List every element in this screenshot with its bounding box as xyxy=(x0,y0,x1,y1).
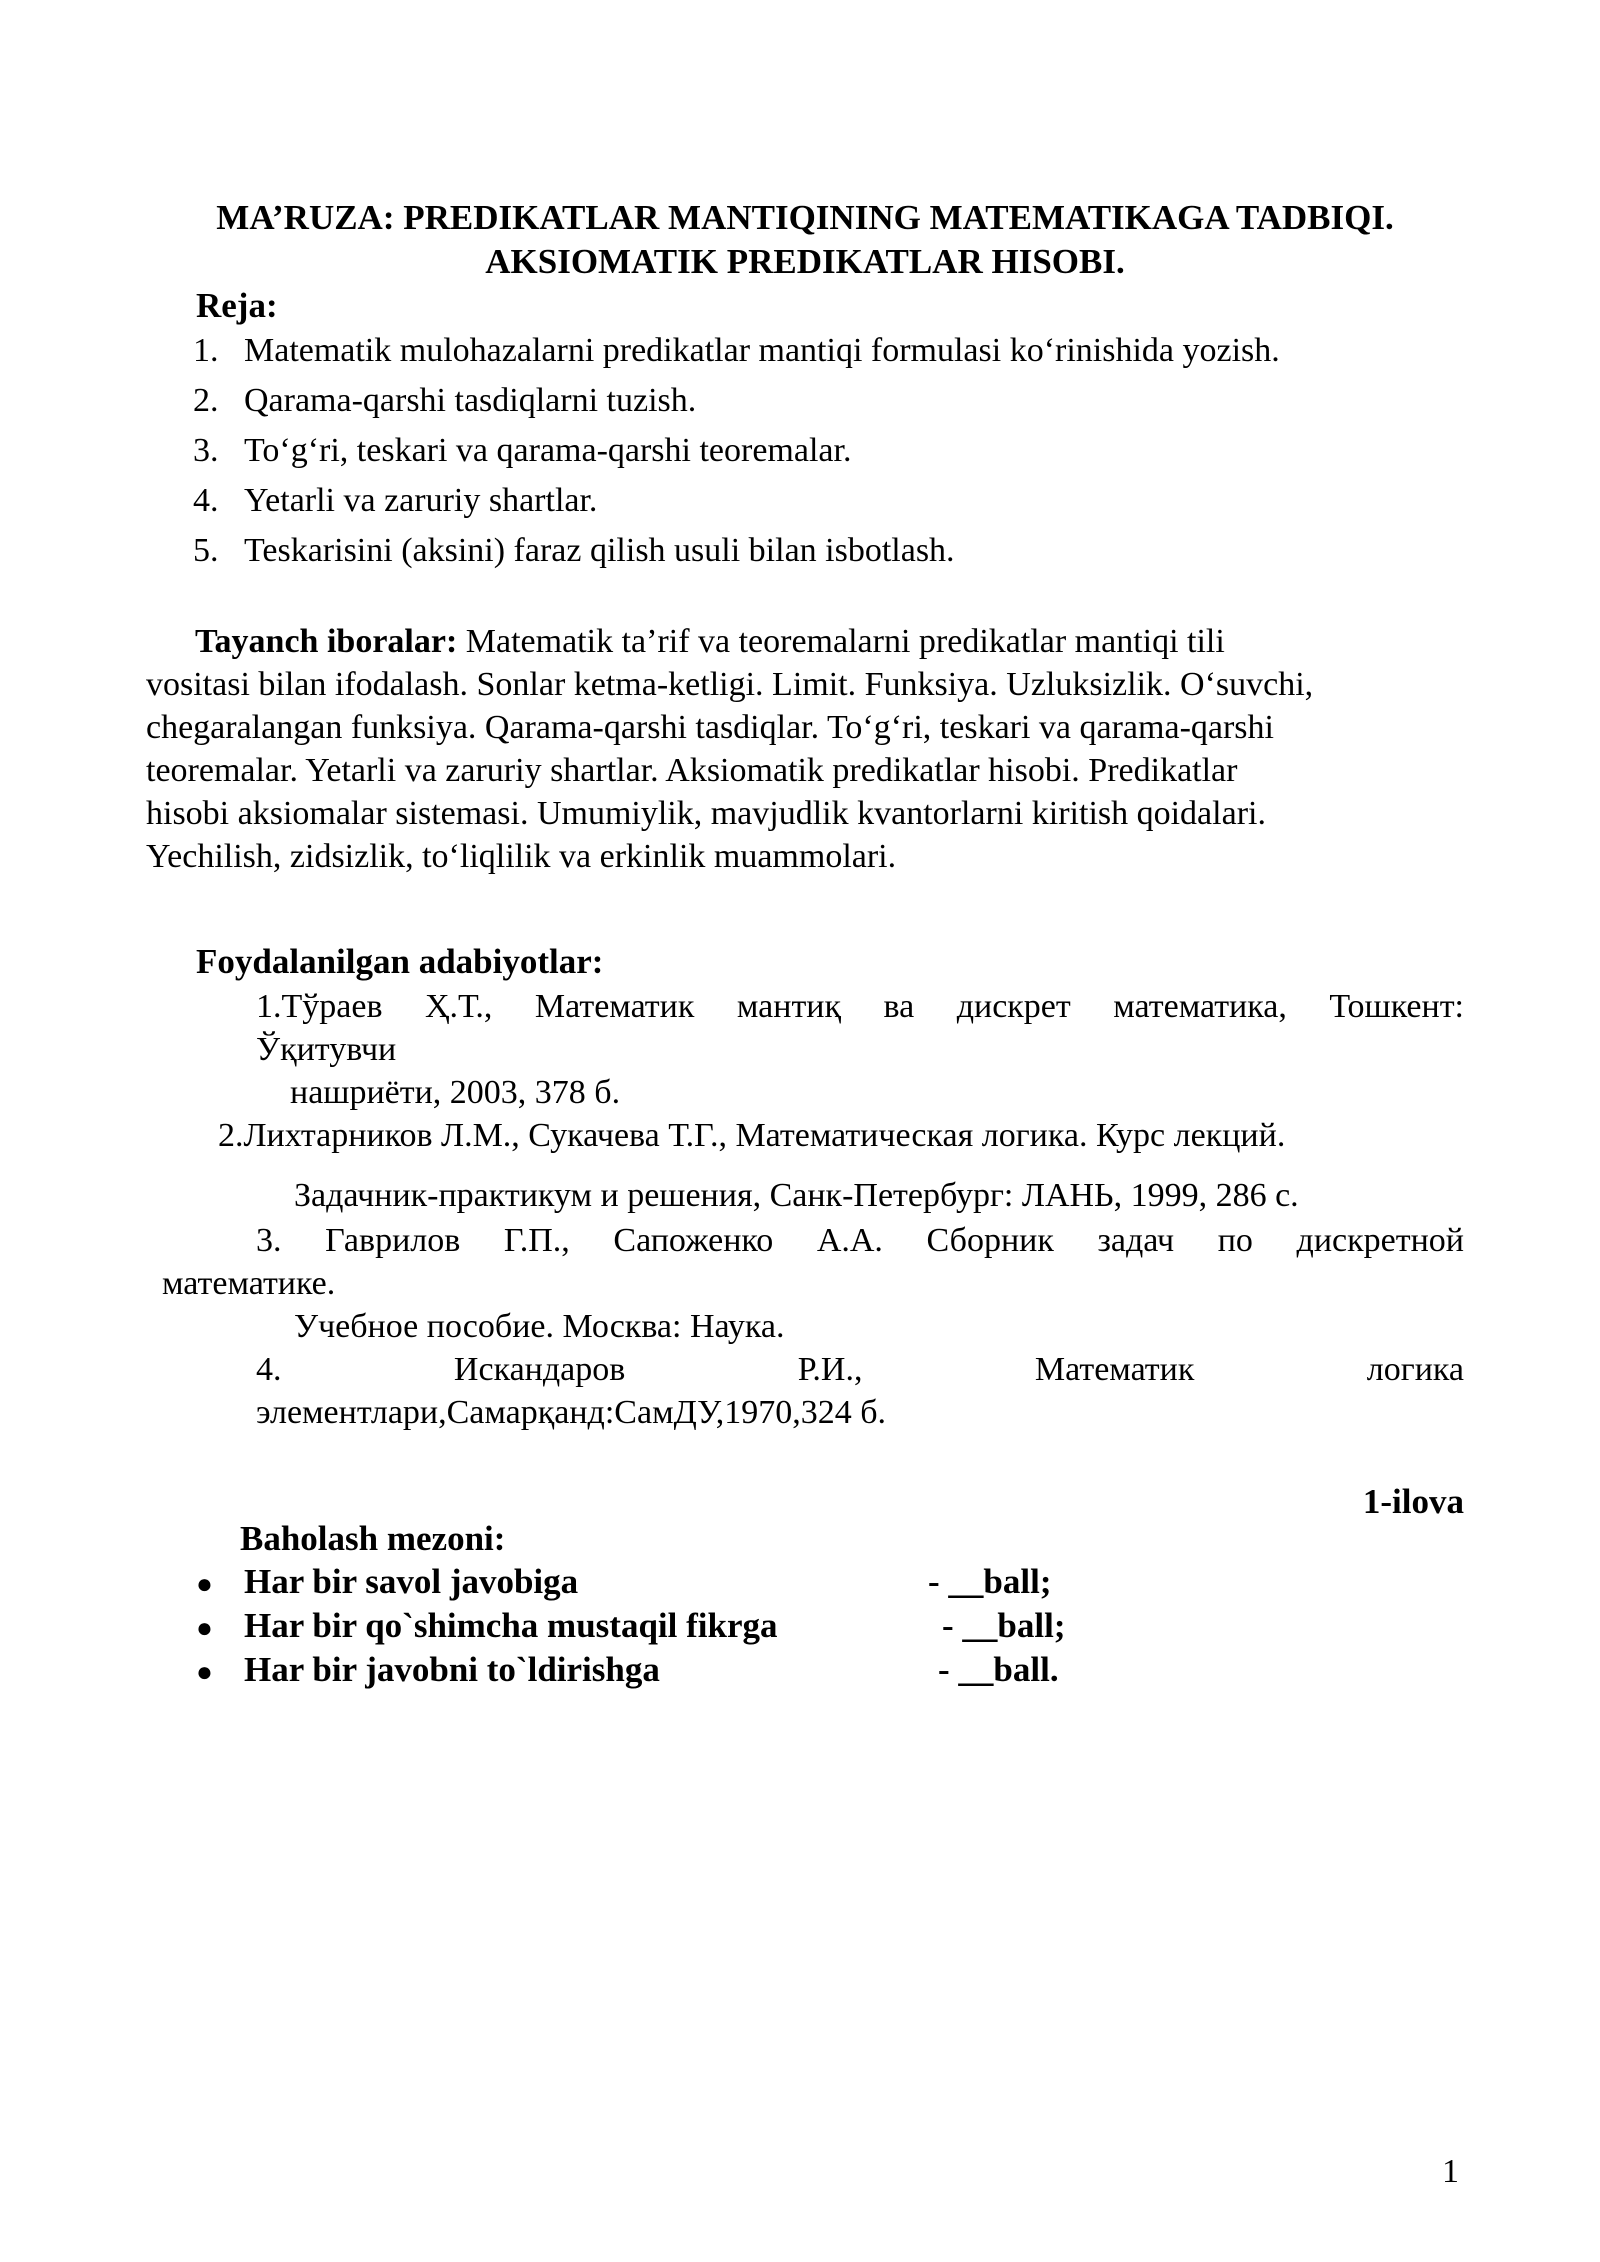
grading-criterion-label: Har bir savol javobiga xyxy=(244,1562,579,1601)
reference-1-line-3: нашриёти, 2003, 378 б. xyxy=(290,1074,621,1111)
reference-3-line-3: Учебное пособие. Москва: Наука. xyxy=(294,1308,785,1345)
grading-criterion xyxy=(196,1604,1065,1648)
reference-1-line-1: 1.Тўраев Ҳ.Т., Математик мантиқ ва дискрет математика, Тошкент: xyxy=(256,988,1464,1025)
bullet-icon: ● xyxy=(196,1569,213,1600)
keywords-line: Yechilish, zidsizlik, to‘liqlilik va erkinlik muammolari. xyxy=(146,838,897,875)
grading-heading: Baholash mezoni: xyxy=(240,1519,506,1558)
bullet-icon: ● xyxy=(196,1613,213,1644)
document-title-line-2: AKSIOMATIK PREDIKATLAR HISOBI. xyxy=(485,242,1125,281)
plan-item xyxy=(193,526,1280,576)
plan-item xyxy=(193,476,1280,526)
grading-criterion-label: Har bir qo`shimcha mustaqil fikrga xyxy=(244,1606,778,1645)
plan-item-number: 2. xyxy=(193,382,219,419)
reference-2-line-1: 2.Лихтарников Л.М., Сукачева Т.Г., Математическая логика. Курс лекций. xyxy=(218,1117,1286,1154)
plan-item-text: Teskarisini (aksini) faraz qilish usuli bilan isbotlash. xyxy=(244,532,955,569)
page-number: 1 xyxy=(1442,2153,1459,2190)
references-heading: Foydalanilgan adabiyotlar: xyxy=(196,942,604,981)
plan-item-text: Qarama-qarshi tasdiqlarni tuzish. xyxy=(244,382,697,419)
plan-item xyxy=(193,326,1280,376)
reference-3-line-1: 3. Гаврилов Г.П., Сапоженко А.А. Сборник задач по дискретной xyxy=(256,1222,1464,1259)
document-title-line-1: MA’RUZA: PREDIKATLAR MANTIQINING MATEMATIKAGA TADBIQI. xyxy=(216,198,1394,237)
reference-4-line-2: элементлари,Самарқанд:СамДУ,1970,324 б. xyxy=(256,1394,887,1431)
grading-criterion-label: Har bir javobni to`ldirishga xyxy=(244,1650,660,1689)
plan-item-text: Yetarli va zaruriy shartlar. xyxy=(244,482,598,519)
keywords-line xyxy=(146,620,1466,663)
keywords-line: hisobi aksiomalar sistemasi. Umumiylik, mavjudlik kvantorlarni kiritish qoidalari. xyxy=(146,795,1266,832)
keywords-line-text: Matematik ta’rif va teoremalarni predikatlar mantiqi tili xyxy=(457,623,1225,660)
plan-item-text: To‘g‘ri, teskari va qarama-qarshi teoremalar. xyxy=(244,432,852,469)
plan-item-text: Matematik mulohazalarni predikatlar mantiqi formulasi ko‘rinishida yozish. xyxy=(244,332,1280,369)
keywords-line: chegaralangan funksiya. Qarama-qarshi tasdiqlar. To‘g‘ri, teskari va qarama-qarshi xyxy=(146,709,1274,746)
grading-criterion xyxy=(196,1648,1065,1692)
reference-1-line-2: Ўқитувчи xyxy=(256,1031,397,1068)
grading-criterion-score: - __ball; xyxy=(942,1606,1066,1645)
reference-3-line-2: математике. xyxy=(162,1265,336,1302)
grading-criterion-score: - __ball. xyxy=(938,1650,1059,1689)
bullet-icon: ● xyxy=(196,1657,213,1688)
grading-criterion-score: - __ball; xyxy=(928,1562,1052,1601)
grading-criterion xyxy=(196,1560,1065,1604)
keywords-line: teoremalar. Yetarli va zaruriy shartlar. Aksiomatik predikatlar hisobi. Predikatlar xyxy=(146,752,1238,789)
plan-item-number: 3. xyxy=(193,432,219,469)
keywords-line: vositasi bilan ifodalash. Sonlar ketma-ketligi. Limit. Funksiya. Uzluksizlik. O‘suvchi, xyxy=(146,666,1314,703)
plan-item xyxy=(193,376,1280,426)
plan-item-number: 5. xyxy=(193,532,219,569)
grading-criteria-list xyxy=(196,1560,1065,1692)
keywords-paragraph xyxy=(146,620,1466,878)
reference-2-line-2: Задачник-практикум и решения, Санк-Петербург: ЛАНЬ, 1999, 286 с. xyxy=(294,1177,1299,1214)
plan-item xyxy=(193,426,1280,476)
appendix-label: 1-ilova xyxy=(1362,1482,1464,1521)
plan-heading: Reja: xyxy=(196,286,278,325)
plan-item-number: 1. xyxy=(193,332,219,369)
plan-list xyxy=(193,326,1280,576)
keywords-label: Tayanch iboralar: xyxy=(195,623,458,660)
plan-item-number: 4. xyxy=(193,482,219,519)
reference-4-line-1: 4. Искандаров Р.И., Математик логика xyxy=(256,1351,1464,1388)
